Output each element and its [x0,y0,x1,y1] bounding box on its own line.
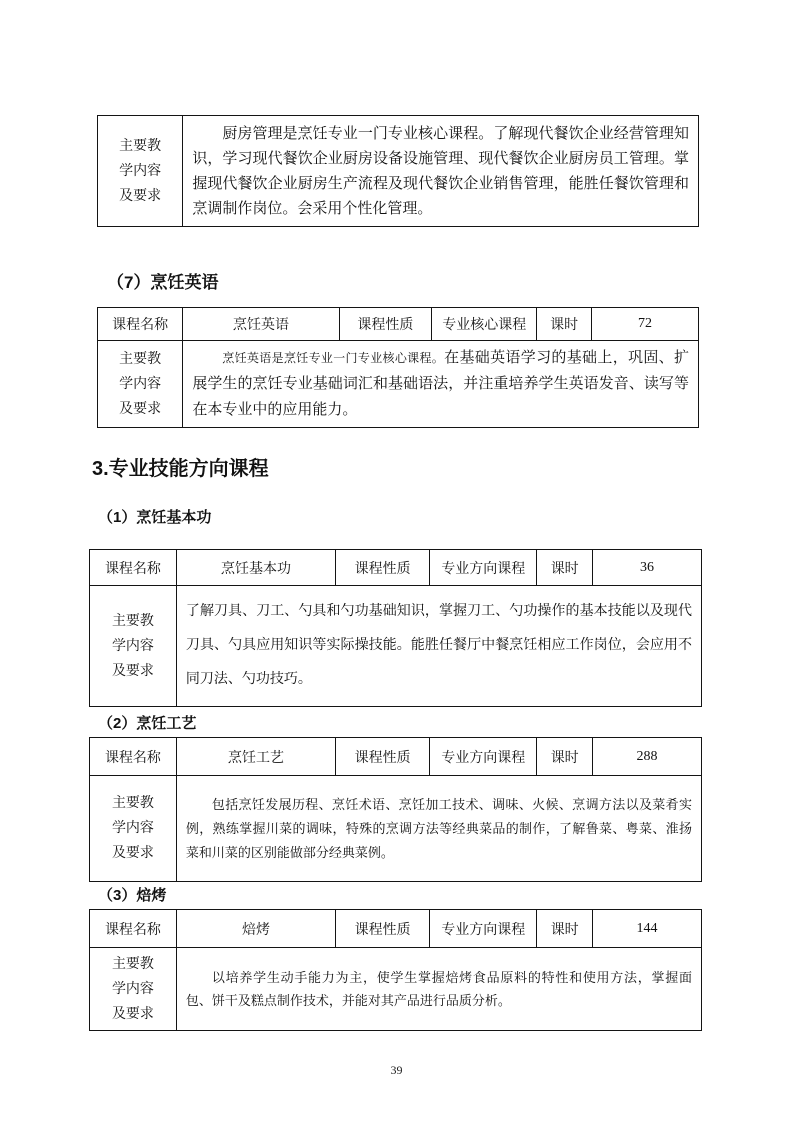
teaching-content-label [90,776,177,882]
course-name-value: 烹饪英语 [183,308,339,341]
teaching-label-line: 主要教 [111,613,154,629]
course-name-value: 烹饪工艺 [176,738,335,776]
course-hours-value: 36 [593,550,702,586]
teaching-content-text [192,345,689,423]
course-hours-label: 课时 [537,738,593,776]
course-hours-label: 课时 [537,308,592,341]
course-nature-label: 课程性质 [336,738,430,776]
course-nature-label: 课程性质 [336,550,430,586]
course-hours-value: 288 [593,738,702,776]
teaching-label-line: 主要教 [119,138,162,154]
course-name-label: 课程名称 [90,738,177,776]
teaching-content-label [90,948,177,1031]
subsection-heading-1: （1）烹饪基本功 [98,509,212,526]
teaching-label-line: 及要求 [111,663,154,679]
section-heading-3: 3.专业技能方向课程 [92,458,269,480]
teaching-label-line: 学内容 [119,376,162,392]
teaching-label-line: 主要教 [111,796,154,811]
subsection-heading-2: （2）烹饪工艺 [98,715,197,732]
teaching-label-line: 学内容 [111,638,154,654]
teaching-label-line: 学内容 [111,821,154,836]
course-table-culinary-basics [89,549,702,707]
teaching-label-line: 主要教 [119,351,162,367]
course-nature-label: 课程性质 [336,910,430,948]
course-table-culinary-techniques [89,737,702,882]
teaching-content-lead: 烹饪英语是烹饪专业一门专业核心课程。 [222,351,445,365]
teaching-label-line: 学内容 [111,981,154,997]
teaching-content-cell [176,948,701,1031]
course-hours-label: 课时 [537,910,593,948]
teaching-content-cell [176,586,701,707]
teaching-content-label [98,116,183,227]
teaching-content-cell [176,776,701,882]
course-nature-value: 专业方向课程 [430,910,537,948]
course-name-label: 课程名称 [90,550,177,586]
teaching-label-line: 学内容 [119,163,162,179]
course-table-continuation [97,115,699,227]
teaching-content-label [98,341,183,428]
teaching-label-line: 及要求 [119,401,162,417]
teaching-label-line: 及要求 [111,846,154,861]
section-heading-7: （7）烹饪英语 [107,273,219,292]
teaching-content-cell [183,116,699,227]
course-name-value: 烹饪基本功 [176,550,335,586]
teaching-content-label [90,586,177,707]
course-nature-value: 专业核心课程 [432,308,537,341]
course-hours-value: 72 [591,308,698,341]
course-nature-value: 专业方向课程 [430,550,537,586]
teaching-label-line: 及要求 [119,188,162,204]
teaching-label-line: 主要教 [111,956,154,972]
teaching-label-line: 及要求 [111,1006,154,1022]
course-nature-label: 课程性质 [339,308,432,341]
teaching-content-cell [183,341,699,428]
course-name-label: 课程名称 [90,910,177,948]
course-name-value: 焙烤 [176,910,335,948]
subsection-heading-3: （3）焙烤 [98,887,167,904]
course-table-baking [89,909,702,1031]
teaching-content-text: 了解刀具、刀工、勺具和勺功基础知识，掌握刀工、勺功操作的基本技能以及现代刀具、勺具应用知识等实际操技能。能胜任餐厅中餐烹饪相应工作岗位，会应用不同刀法、勺功技巧。 [185,604,692,687]
page-number: 39 [390,1063,403,1077]
teaching-content-body: 在基础英语学习的基础上，巩固、扩展学生的烹饪专业基础词汇和基础语法，并注重培养学生英语发音、读写等在本专业中的应用能力。 [192,350,689,418]
course-name-label: 课程名称 [98,308,183,341]
teaching-content-text: 包括烹饪发展历程、烹饪术语、烹饪加工技术、调味、火候、烹调方法以及菜肴实例，熟练掌握川菜的调味，特殊的烹调方法等经典菜品的制作，了解鲁菜、粤菜、淮扬菜和川菜的区别能做部分经典菜例。 [185,796,692,860]
course-table-culinary-english [97,307,699,428]
course-hours-value: 144 [593,910,702,948]
course-hours-label: 课时 [537,550,593,586]
teaching-content-text: 以培养学生动手能力为主，使学生掌握焙烤食品原料的特性和使用方法，掌握面包、饼干及糕点制作技术，并能对其产品进行品质分析。 [185,970,692,1008]
teaching-content-text: 厨房管理是烹饪专业一门专业核心课程。了解现代餐饮企业经营管理知识，学习现代餐饮企业厨房设备设施管理、现代餐饮企业厨房员工管理。掌握现代餐饮企业厨房生产流程及现代餐饮企业销售管理，能胜任餐饮管理和烹调制作岗位。会采用个性化管理。 [192,126,689,217]
course-nature-value: 专业方向课程 [430,738,537,776]
